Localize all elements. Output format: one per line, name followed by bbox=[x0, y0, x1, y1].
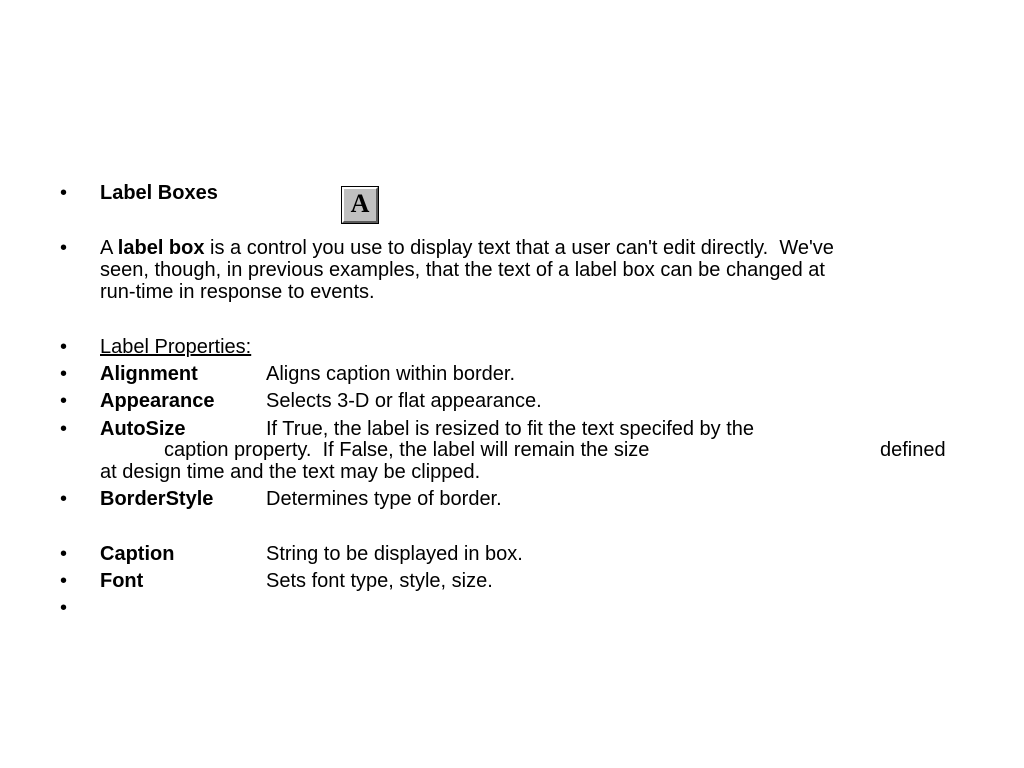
property-desc: Determines type of border. bbox=[266, 488, 502, 510]
property-name: Font bbox=[100, 570, 144, 592]
bullet: • bbox=[60, 336, 68, 358]
bullet: • bbox=[60, 597, 68, 619]
bullet: • bbox=[60, 182, 68, 204]
bullet: • bbox=[60, 237, 68, 259]
bullet: • bbox=[60, 570, 68, 592]
intro-line-2: seen, though, in previous examples, that the text of a label box can be changed at bbox=[100, 259, 825, 281]
property-desc: If True, the label is resized to fit the text specifed by the bbox=[266, 418, 755, 440]
bullet: • bbox=[60, 488, 68, 510]
intro-line-1: A label box is a control you use to display text that a user can't edit directly. We've bbox=[100, 237, 834, 259]
intro-line-3: run-time in response to events. bbox=[100, 281, 375, 303]
bullet: • bbox=[60, 390, 68, 412]
property-desc: Selects 3-D or flat appearance. bbox=[266, 390, 542, 412]
property-name: Appearance bbox=[100, 390, 215, 412]
autosize-desc-line-2-end: defined bbox=[880, 439, 946, 461]
property-desc: Aligns caption within border. bbox=[266, 363, 516, 385]
properties-heading: Label Properties: bbox=[100, 336, 252, 358]
bullet: • bbox=[60, 543, 68, 565]
label-control-icon: A bbox=[342, 187, 378, 223]
heading: Label Boxes bbox=[100, 182, 218, 204]
property-desc: Sets font type, style, size. bbox=[266, 570, 493, 592]
autosize-desc-line-3: at design time and the text may be clipped. bbox=[100, 461, 481, 483]
property-name: Caption bbox=[100, 543, 175, 565]
bullet: • bbox=[60, 418, 68, 440]
property-name: AutoSize bbox=[100, 418, 186, 440]
property-name: Alignment bbox=[100, 363, 198, 385]
autosize-desc-line-2: caption property. If False, the label will remain the size bbox=[164, 439, 650, 461]
bullet: • bbox=[60, 363, 68, 385]
property-desc: String to be displayed in box. bbox=[266, 543, 523, 565]
property-name: BorderStyle bbox=[100, 488, 214, 510]
